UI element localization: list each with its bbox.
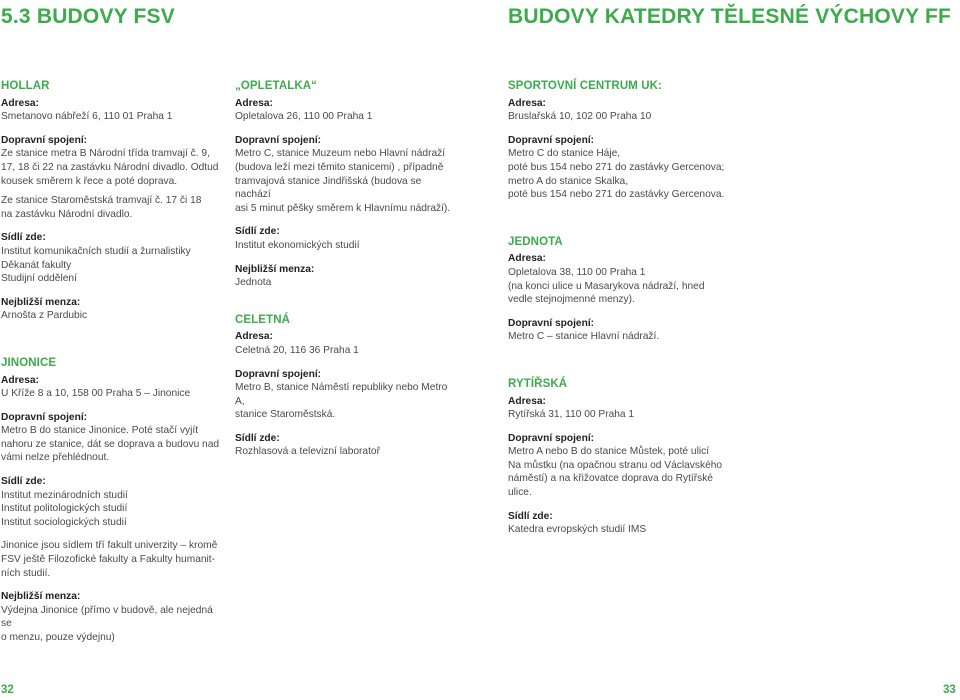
text-line: Děkanát fakulty bbox=[1, 259, 72, 271]
text-line: Metro B do stanice Jinonice. Poté stačí vyjít bbox=[1, 425, 199, 437]
label-seat: Sídlí zde: bbox=[508, 510, 553, 522]
section-title-sportovni-centrum: SPORTOVNÍ CENTRUM UK: bbox=[508, 80, 662, 92]
text-line: Výdejna Jinonice (přímo v budově, ale nejedná se bbox=[1, 604, 213, 630]
label-transport: Dopravní spojení: bbox=[508, 317, 595, 329]
section-title-opletalka: „OPLETALKA“ bbox=[235, 80, 318, 92]
sportovni-transport bbox=[508, 147, 738, 201]
jinonice-transport bbox=[1, 424, 221, 465]
label-canteen: Nejbližší menza: bbox=[1, 296, 81, 308]
label-seat: Sídlí zde: bbox=[1, 476, 46, 488]
column-ff bbox=[508, 80, 738, 537]
page-number-right: 33 bbox=[943, 684, 956, 696]
hollar-canteen: Arnošta z Pardubic bbox=[1, 310, 88, 322]
jinonice-seat bbox=[1, 489, 221, 530]
opletalka-canteen: Jednota bbox=[235, 277, 272, 289]
section-title-hollar: HOLLAR bbox=[1, 80, 50, 92]
jinonice-address: U Kříže 8 a 10, 158 00 Praha 5 – Jinonice bbox=[1, 388, 191, 400]
rytirska-seat: Katedra evropských studií IMS bbox=[508, 524, 647, 536]
hollar-address: Smetanovo nábřeží 6, 110 01 Praha 1 bbox=[1, 111, 173, 123]
label-address: Adresa: bbox=[1, 97, 39, 109]
label-address: Adresa: bbox=[235, 97, 273, 109]
hollar-transport-alt bbox=[1, 194, 221, 221]
section-title-rytirska: RYTÍŘSKÁ bbox=[508, 377, 568, 390]
label-seat: Sídlí zde: bbox=[235, 432, 280, 444]
text-line: o menzu, pouze výdejnu) bbox=[1, 632, 115, 643]
rytirska-address: Rytířská 31, 110 00 Praha 1 bbox=[508, 409, 635, 421]
text-line: asi 5 minut pěšky směrem k Hlavnímu nádraží). bbox=[235, 202, 451, 214]
text-line: na zastávku Národní divadlo. bbox=[1, 208, 133, 220]
hollar-seat bbox=[1, 245, 221, 286]
text-line: Ze stanice Staroměstská tramvají č. 17 či 18 bbox=[1, 195, 202, 207]
label-seat: Sídlí zde: bbox=[1, 232, 46, 244]
text-line: (na konci ulice u Masarykova nádraží, hned bbox=[508, 280, 705, 292]
text-line: FSV ještě Filozofické fakulty a Fakulty humanit- bbox=[1, 554, 216, 566]
opletalka-address: Opletalova 26, 110 00 Praha 1 bbox=[235, 111, 373, 123]
page-number-left: 32 bbox=[1, 684, 14, 696]
label-address: Adresa: bbox=[508, 395, 546, 407]
hollar-transport bbox=[1, 147, 221, 188]
label-transport: Dopravní spojení: bbox=[1, 411, 88, 423]
label-transport: Dopravní spojení: bbox=[1, 134, 88, 146]
jednota-address bbox=[508, 266, 738, 307]
sportovni-address: Bruslařská 10, 102 00 Praha 10 bbox=[508, 111, 652, 123]
text-line: stanice Staroměstská. bbox=[235, 409, 336, 421]
label-transport: Dopravní spojení: bbox=[235, 368, 322, 380]
text-line: vámi nelze přehlédnout. bbox=[1, 452, 110, 464]
label-transport: Dopravní spojení: bbox=[508, 432, 595, 444]
text-line: Ze stanice metra B Národní třída tramvají č. 9, bbox=[1, 148, 210, 160]
text-line: kousek směrem k řece a poté doprava. bbox=[1, 175, 178, 187]
text-line: Metro C, stanice Muzeum nebo Hlavní nádraží bbox=[235, 148, 446, 160]
label-address: Adresa: bbox=[508, 97, 546, 109]
text-line: Metro C do stanice Háje, bbox=[508, 148, 621, 160]
celetna-seat: Rozhlasová a televizní laboratoř bbox=[235, 446, 380, 458]
jinonice-canteen bbox=[1, 604, 221, 645]
label-address: Adresa: bbox=[508, 253, 546, 265]
celetna-transport bbox=[235, 381, 455, 422]
text-line: Institut sociologických studií bbox=[1, 516, 127, 528]
text-line: náměstí) a na křižovatce doprava do Rytířské bbox=[508, 473, 713, 485]
text-line: vedle stejnojmenné menzy). bbox=[508, 294, 635, 306]
text-line: ních studií. bbox=[1, 567, 51, 579]
text-line: tramvajová stanice Jindřišská (budova se nachází bbox=[235, 175, 422, 201]
section-title-jinonice: JINONICE bbox=[1, 356, 57, 369]
text-line: poté bus 154 nebo 271 do zastávky Gercenova; bbox=[508, 161, 725, 173]
text-line: Na můstku (na opačnou stranu od Václavského bbox=[508, 459, 723, 471]
label-canteen: Nejbližší menza: bbox=[1, 591, 81, 603]
text-line: Institut komunikačních studií a žurnalistiky bbox=[1, 245, 191, 257]
column-fsv-left bbox=[1, 80, 221, 645]
label-transport: Dopravní spojení: bbox=[235, 134, 322, 146]
page-title-left: 5.3 BUDOVY FSV bbox=[1, 5, 175, 28]
text-line: metro A do stanice Skalka, bbox=[508, 175, 629, 187]
rytirska-transport bbox=[508, 445, 738, 499]
text-line: 17, 18 či 22 na zastávku Národní divadlo. Odtud bbox=[1, 161, 219, 173]
text-line: poté bus 154 nebo 271 do zastávky Gercenova. bbox=[508, 189, 725, 201]
label-address: Adresa: bbox=[1, 374, 39, 386]
column-fsv-right bbox=[235, 80, 455, 459]
jednota-transport: Metro C – stanice Hlavní nádraží. bbox=[508, 331, 660, 343]
label-seat: Sídlí zde: bbox=[235, 226, 280, 238]
text-line: Jinonice jsou sídlem tří fakult univerzity – kromě bbox=[1, 540, 218, 552]
jinonice-note bbox=[1, 539, 221, 580]
text-line: ulice. bbox=[508, 487, 532, 499]
page-title-right: BUDOVY KATEDRY TĚLESNÉ VÝCHOVY FF bbox=[508, 5, 952, 28]
label-transport: Dopravní spojení: bbox=[508, 134, 595, 146]
text-line: Metro A nebo B do stanice Můstek, poté ulicí bbox=[508, 446, 710, 458]
text-line: nahoru ze stanice, dát se doprava a budovu nad bbox=[1, 438, 220, 450]
label-address: Adresa: bbox=[235, 331, 273, 343]
opletalka-transport bbox=[235, 147, 455, 215]
text-line: Opletalova 38, 110 00 Praha 1 bbox=[508, 266, 646, 278]
text-line: Metro B, stanice Náměstí republiky nebo Metro A, bbox=[235, 382, 448, 407]
label-canteen: Nejbližší menza: bbox=[235, 263, 315, 275]
section-title-celetna: CELETNÁ bbox=[235, 313, 291, 326]
celetna-address: Celetná 20, 116 36 Praha 1 bbox=[235, 344, 359, 356]
opletalka-seat: Institut ekonomických studií bbox=[235, 239, 360, 251]
text-line: Studijní oddělení bbox=[1, 273, 77, 285]
text-line: Institut mezinárodních studií bbox=[1, 489, 128, 501]
text-line: (budova leží mezi těmito stanicemi) , případně bbox=[235, 161, 444, 173]
text-line: Institut politologických studií bbox=[1, 503, 128, 515]
section-title-jednota: JEDNOTA bbox=[508, 235, 563, 248]
